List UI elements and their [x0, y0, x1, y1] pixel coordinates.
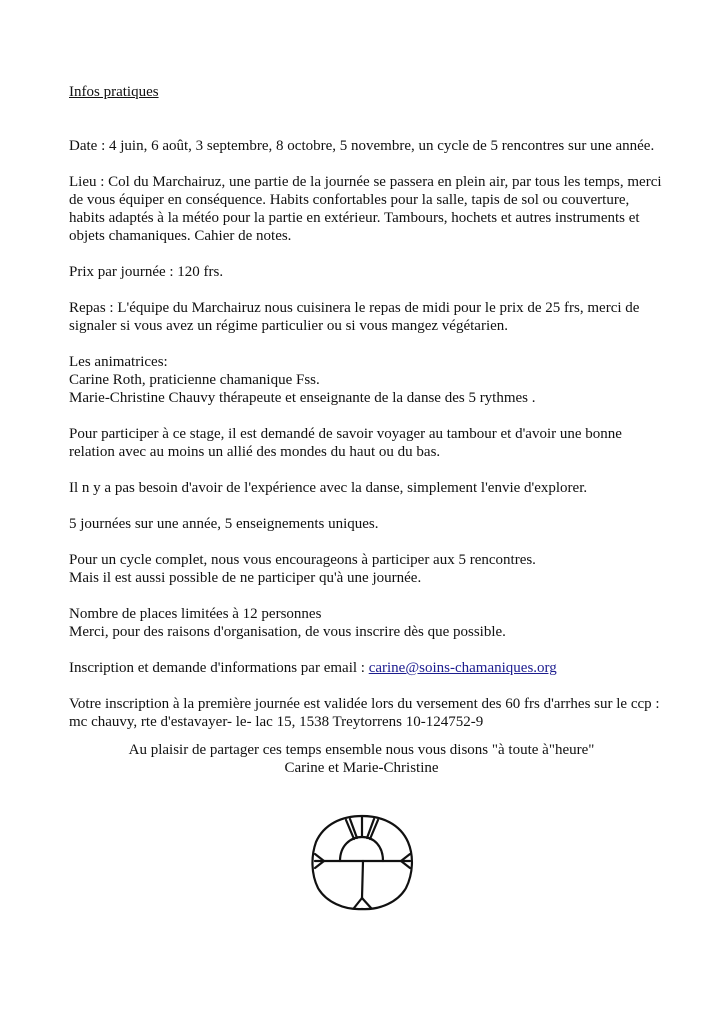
places-line: Nombre de places limitées à 12 personnes — [69, 606, 322, 622]
spacer — [69, 587, 669, 605]
lieu-line: objets chamaniques. Cahier de notes. — [69, 228, 292, 244]
repas-line: Repas : L'équipe du Marchairuz nous cuisinera le repas de midi pour le prix de 25 frs, merci de — [69, 300, 640, 316]
spacer — [69, 533, 669, 551]
prerequis-line: Pour participer à ce stage, il est demandé de savoir voyager au tambour et d'avoir une bonne — [69, 426, 622, 442]
closing-block — [0, 741, 723, 777]
cycle-paragraph — [69, 551, 669, 587]
versement-line: mc chauvy, rte d'estavayer- le- lac 15, 1538 Treytorrens 10-124752-9 — [69, 714, 484, 730]
animatrices-paragraph — [69, 353, 669, 407]
lieu-line: Lieu : Col du Marchairuz, une partie de la journée se passera en plein air, par tous les temps, merci — [69, 174, 662, 190]
inscription-label: Inscription et demande d'informations par email : — [69, 660, 369, 676]
spacer — [69, 281, 669, 299]
prix-paragraph — [69, 263, 669, 281]
places-line: Merci, pour des raisons d'organisation, de vous inscrire dès que possible. — [69, 624, 506, 640]
inscription-paragraph — [69, 659, 669, 677]
journees-line: 5 journées sur une année, 5 enseignements uniques. — [69, 516, 379, 532]
cycle-line: Mais il est aussi possible de ne participer qu'à une journée. — [69, 570, 422, 586]
versement-paragraph — [69, 695, 669, 731]
prerequis-line: relation avec au moins un allié des mondes du haut ou du bas. — [69, 444, 441, 460]
closing-greeting: Au plaisir de partager ces temps ensemble nous vous disons "à toute à"heure" — [128, 742, 595, 758]
places-paragraph — [69, 605, 669, 641]
spacer — [69, 155, 669, 173]
inscription-line — [69, 659, 669, 677]
animatrices-heading: Les animatrices: — [69, 354, 168, 370]
prix-line: Prix par journée : 120 frs. — [69, 264, 224, 280]
versement-line: Votre inscription à la première journée est validée lors du versement des 60 frs d'arrhes sur le ccp : — [69, 696, 660, 712]
prerequis-paragraph — [69, 425, 669, 461]
spacer — [69, 407, 669, 425]
spacer — [69, 245, 669, 263]
page-title: Infos pratiques — [69, 84, 159, 100]
spacer — [69, 101, 669, 137]
danse-line: Il n y a pas besoin d'avoir de l'expérience avec la danse, simplement l'envie d'explorer. — [69, 480, 588, 496]
lieu-line: de vous équiper en conséquence. Habits confortables pour la salle, tapis de sol ou couverture, — [69, 192, 630, 208]
journees-paragraph — [69, 515, 669, 533]
cycle-line: Pour un cycle complet, nous vous encourageons à participer aux 5 rencontres. — [69, 552, 536, 568]
animatrice-carine: Carine Roth, praticienne chamanique Fss. — [69, 372, 320, 388]
animatrice-marie-christine: Marie-Christine Chauvy thérapeute et enseignante de la danse des 5 rythmes . — [69, 390, 536, 406]
danse-paragraph — [69, 479, 669, 497]
spacer — [69, 497, 669, 515]
spacer — [69, 335, 669, 353]
lieu-line: habits adaptés à la météo pour la partie en extérieur. Tambours, hochets et autres instruments et — [69, 210, 640, 226]
shamanic-circle-symbol-icon — [310, 812, 414, 912]
date-line: Date : 4 juin, 6 août, 3 septembre, 8 octobre, 5 novembre, un cycle de 5 rencontres sur une année. — [69, 138, 655, 154]
repas-line: signaler si vous avez un régime particulier ou si vous mangez végétarien. — [69, 318, 509, 334]
spacer — [69, 641, 669, 659]
date-paragraph — [69, 137, 669, 155]
spacer — [69, 677, 669, 695]
document-body — [69, 83, 669, 731]
closing-signature: Carine et Marie-Christine — [284, 760, 439, 776]
lieu-paragraph — [69, 173, 669, 245]
repas-paragraph — [69, 299, 669, 335]
email-link[interactable]: carine@soins-chamaniques.org — [368, 660, 557, 676]
spacer — [69, 461, 669, 479]
